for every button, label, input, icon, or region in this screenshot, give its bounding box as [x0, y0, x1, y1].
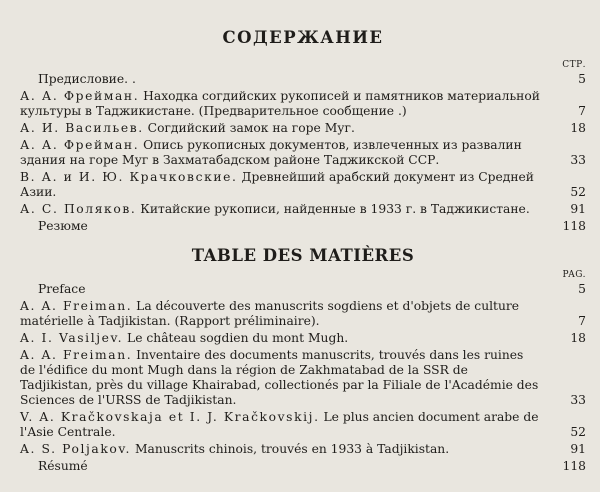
toc-entry-author: A. A. Freiman.	[20, 299, 133, 313]
toc-entry-text	[20, 459, 586, 474]
toc-entry-title: Согдийский замок на горе Муг.	[147, 121, 355, 135]
toc-entry-text	[20, 299, 586, 329]
toc-entry-page: 5	[578, 282, 586, 296]
toc-entry-title: Inventaire des documents manuscrits, trouvés dans les ruines de l'édifice du mont Mugh dans la région de Zakhmatabad de la SSR de Tadjikistan, près du village Khairabad, collectionés par la Filiale de l'Académie des Sciences de l'URSS de Tadjikistan.	[20, 348, 539, 407]
toc-entry-text	[20, 121, 586, 136]
french-contents-title: TABLE DES MATIÈRES	[191, 246, 415, 265]
toc-entry-page: 33	[570, 153, 586, 167]
toc-entry-title: Manuscrits chinois, trouvés en 1933 à Tadjikistan.	[134, 442, 450, 456]
toc-entry-text	[20, 219, 586, 234]
toc-entry-page: 33	[570, 393, 586, 407]
toc-entry-author: A. A. Freiman.	[20, 348, 133, 362]
toc-entry-page: 18	[570, 121, 586, 135]
toc-entry-text	[20, 442, 586, 457]
toc-entry-text	[20, 170, 586, 200]
toc-entry-text	[20, 410, 586, 440]
toc-entry-text	[20, 348, 586, 408]
toc-entry-title: Древнейший арабский документ из Средней Азии.	[20, 170, 535, 199]
toc-entry-page: 91	[570, 202, 586, 216]
french-page-column-header: PAG.	[562, 270, 586, 280]
toc-entry	[20, 282, 586, 297]
toc-entry-page: 52	[570, 425, 586, 439]
toc-entry-text	[20, 282, 586, 297]
toc-entry-author: V. A. Kračkovskaja et I. J. Kračkovskij.	[20, 410, 320, 424]
toc-entry	[20, 170, 586, 200]
russian-page-column-header: СТР.	[562, 60, 586, 70]
toc-entry	[20, 72, 586, 87]
toc-entry-page: 118	[562, 459, 586, 473]
toc-entry-author: A. S. Poljakov.	[20, 442, 132, 456]
toc-entry-author: А. И. Васильев.	[20, 121, 144, 135]
toc-entry	[20, 138, 586, 168]
toc-entry-title: Находка согдийских рукописей и памятников материальной культуры в Таджикистане. (Предварительное сообщение .)	[20, 89, 540, 118]
toc-entry-page: 52	[570, 185, 586, 199]
toc-entry-text	[20, 89, 586, 119]
toc-entry	[20, 121, 586, 136]
toc-entry-text	[20, 72, 586, 87]
toc-entry	[20, 202, 586, 217]
toc-entry-title: Китайские рукописи, найденные в 1933 г. в Таджикистане.	[140, 202, 530, 216]
toc-entry-author: А. А. Фрейман.	[20, 89, 140, 103]
toc-entry	[20, 331, 586, 346]
toc-entry	[20, 410, 586, 440]
toc-entry-page: 91	[570, 442, 586, 456]
toc-entry	[20, 219, 586, 234]
toc-entry-title: Résumé	[38, 459, 88, 473]
toc-entry	[20, 89, 586, 119]
toc-entry	[20, 459, 586, 474]
toc-entry-author: В. А. и И. Ю. Крачковские.	[20, 170, 238, 184]
toc-entry-title: La découverte des manuscrits sogdiens et d'objets de culture matérielle à Tadjikistan. (Rapport préliminaire).	[20, 299, 520, 328]
toc-entry-author: А. А. Фрейман.	[20, 138, 140, 152]
toc-entry-title: Preface	[38, 282, 86, 296]
toc-entry-title: Предисловие. .	[38, 72, 136, 86]
toc-entry-page: 118	[562, 219, 586, 233]
toc-entry-title: Le plus ancien document arabe de l'Asie Centrale.	[20, 410, 539, 439]
toc-entry-author: A. I. Vasiljev.	[20, 331, 124, 345]
toc-entry	[20, 348, 586, 408]
toc-entry-page: 18	[570, 331, 586, 345]
toc-entry-title: Резюме	[38, 219, 88, 233]
toc-entry	[20, 299, 586, 329]
toc-entry-text	[20, 138, 586, 168]
toc-entry-title: Опись рукописных документов, извлеченных из развалин здания на горе Муг в Захматабадском районе Таджикской ССР.	[20, 138, 522, 167]
toc-entry-text	[20, 331, 586, 346]
toc-entry-page: 7	[578, 314, 586, 328]
russian-contents-title: СОДЕРЖАНИЕ	[222, 28, 384, 47]
toc-entry-text	[20, 202, 586, 217]
toc-entry-author: А. С. Поляков.	[20, 202, 137, 216]
toc-entry-title: Le château sogdien du mont Mugh.	[127, 331, 349, 345]
toc-entry	[20, 442, 586, 457]
toc-entry-page: 7	[578, 104, 586, 118]
toc-entry-page: 5	[578, 72, 586, 86]
